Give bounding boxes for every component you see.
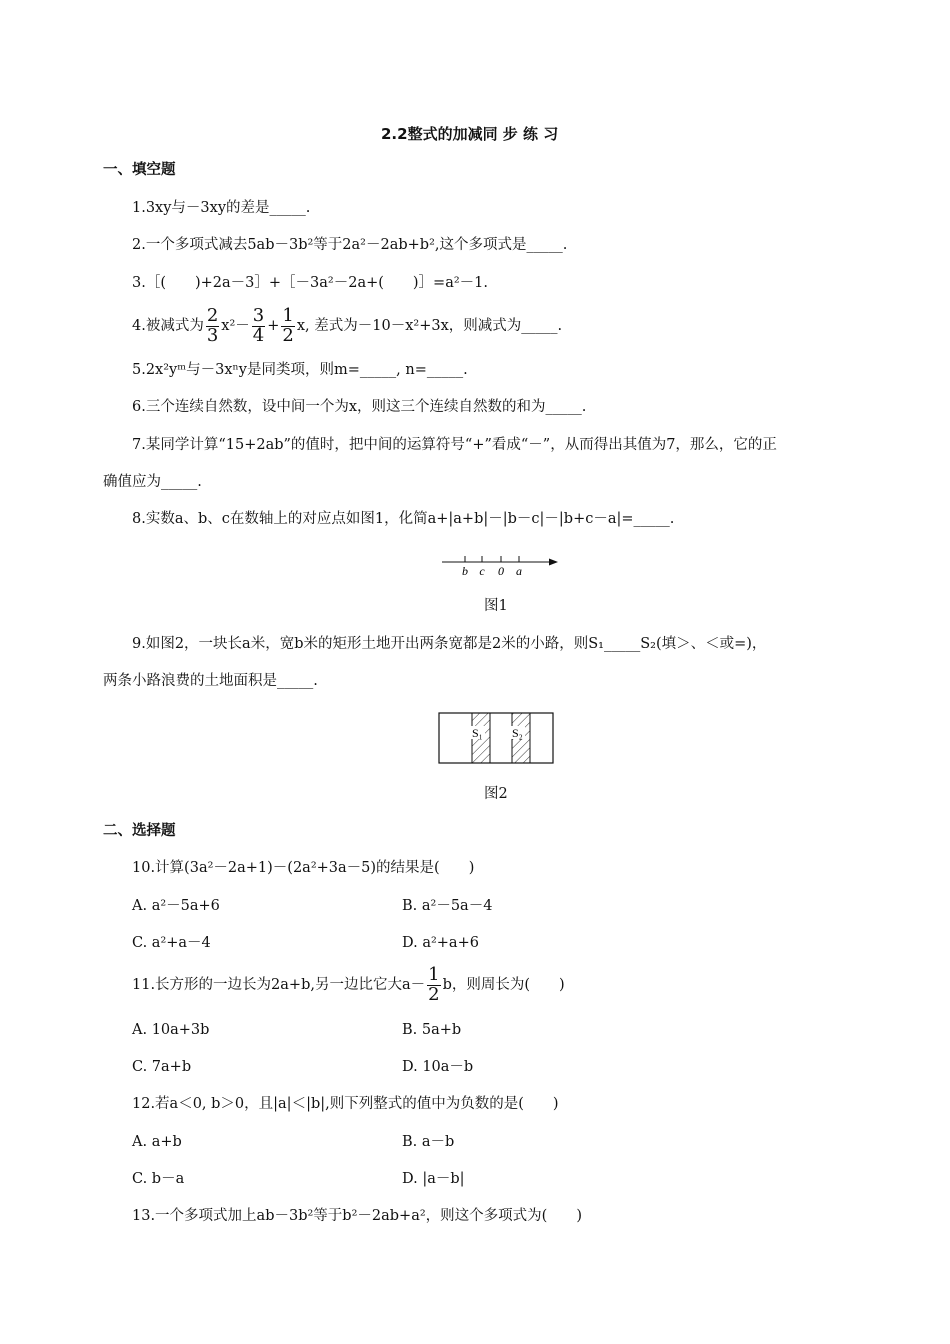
- fraction-denominator: 3: [206, 324, 219, 346]
- question-4-prefix: 4.被减式为: [132, 318, 204, 335]
- section-fill-in: 一、填空题: [103, 162, 176, 178]
- question-1: 1.3xy与－3xy的差是_____.: [132, 200, 311, 216]
- fraction-numerator: 1: [282, 305, 294, 326]
- figure-1-caption: 图1: [484, 598, 508, 614]
- question-11-option-c: C. 7a+b: [132, 1059, 192, 1075]
- question-11-option-a: A. 10a+3b: [132, 1022, 210, 1038]
- question-10-option-a: A. a²－5a+6: [132, 898, 220, 914]
- question-11-option-b: B. 5a+b: [402, 1022, 462, 1038]
- question-10-option-d: D. a²+a+6: [402, 935, 479, 951]
- question-12-option-d: D. |a－b|: [402, 1171, 465, 1187]
- label-s1: S₁: [472, 726, 483, 740]
- fraction-denominator: 2: [282, 324, 294, 346]
- question-13: 13.一个多项式加上ab－3b²等于b²－2ab+a²，则这个多项式为( ): [132, 1208, 582, 1224]
- question-12-option-c: C. b－a: [132, 1171, 185, 1187]
- question-8: 8.实数a、b、c在数轴上的对应点如图1，化简a+|a+b|－|b－c|－|b+c－a|=_____.: [132, 511, 675, 527]
- fraction-denominator: 4: [252, 324, 265, 346]
- question-10-option-b: B. a²－5a－4: [402, 898, 493, 914]
- figure-2-caption: 图2: [484, 786, 508, 802]
- question-7-line-2: 确值应为_____.: [103, 474, 202, 490]
- label-b: b: [462, 564, 468, 578]
- section-multiple-choice: 二、选择题: [103, 823, 176, 839]
- question-3: 3.［( )+2a－3］+［－3a²－2a+( )］=a²－1.: [132, 275, 488, 291]
- number-line-arrow-icon: [549, 559, 558, 566]
- question-9-line-1: 9.如图2，一块长a米，宽b米的矩形土地开出两条宽都是2米的小路，则S₁_____S₂(填＞、＜或=)，: [132, 636, 767, 652]
- fraction-two-thirds: [206, 307, 219, 346]
- question-10-option-c: C. a²+a－4: [132, 935, 211, 951]
- fraction-three-quarters: [252, 307, 265, 346]
- question-11: [132, 966, 565, 1005]
- number-line-figure-1: [440, 552, 562, 578]
- label-s2: S₂: [512, 726, 523, 740]
- question-12-option-b: B. a－b: [402, 1134, 455, 1150]
- question-11-prefix: 11.长方形的一边长为2a+b,另一边比它大a－: [132, 977, 426, 994]
- question-4-mid2: +: [267, 318, 280, 335]
- fraction-numerator: 2: [206, 305, 219, 326]
- label-c: c: [479, 564, 485, 578]
- question-4: [132, 307, 562, 346]
- question-11-option-d: D. 10a－b: [402, 1059, 474, 1075]
- page-title: 2.2整式的加减同 步 练 习: [381, 125, 559, 143]
- label-a: a: [516, 564, 522, 578]
- label-zero: 0: [498, 564, 504, 578]
- fraction-numerator: 1: [428, 964, 440, 985]
- rectangle-figure-2: [438, 712, 554, 764]
- land-rectangle: [439, 713, 553, 763]
- question-4-mid1: x²－: [221, 318, 250, 335]
- question-5: 5.2x²yᵐ与－3xⁿy是同类项，则m=_____, n=_____.: [132, 362, 468, 378]
- question-11-suffix: b，则周长为( ): [442, 977, 565, 994]
- question-6: 6.三个连续自然数，设中间一个为x，则这三个连续自然数的和为_____.: [132, 399, 587, 415]
- question-10: 10.计算(3a²－2a+1)－(2a²+3a－5)的结果是( ): [132, 860, 475, 876]
- fraction-numerator: 3: [252, 305, 265, 326]
- fraction-one-half: [427, 966, 440, 1005]
- question-4-suffix: x, 差式为－10－x²+3x，则减式为_____.: [296, 318, 563, 335]
- question-12-option-a: A. a+b: [132, 1134, 182, 1150]
- question-12: 12.若a＜0, b＞0，且|a|＜|b|,则下列整式的值中为负数的是( ): [132, 1096, 559, 1112]
- fraction-denominator: 2: [428, 983, 440, 1005]
- fraction-one-half: [281, 307, 294, 346]
- question-2: 2.一个多项式减去5ab－3b²等于2a²－2ab+b²,这个多项式是_____.: [132, 237, 568, 253]
- question-9-line-2: 两条小路浪费的土地面积是_____.: [103, 673, 318, 689]
- question-7-line-1: 7.某同学计算“15+2ab”的值时，把中间的运算符号“+”看成“－”，从而得出其值为7，那么，它的正: [132, 437, 777, 453]
